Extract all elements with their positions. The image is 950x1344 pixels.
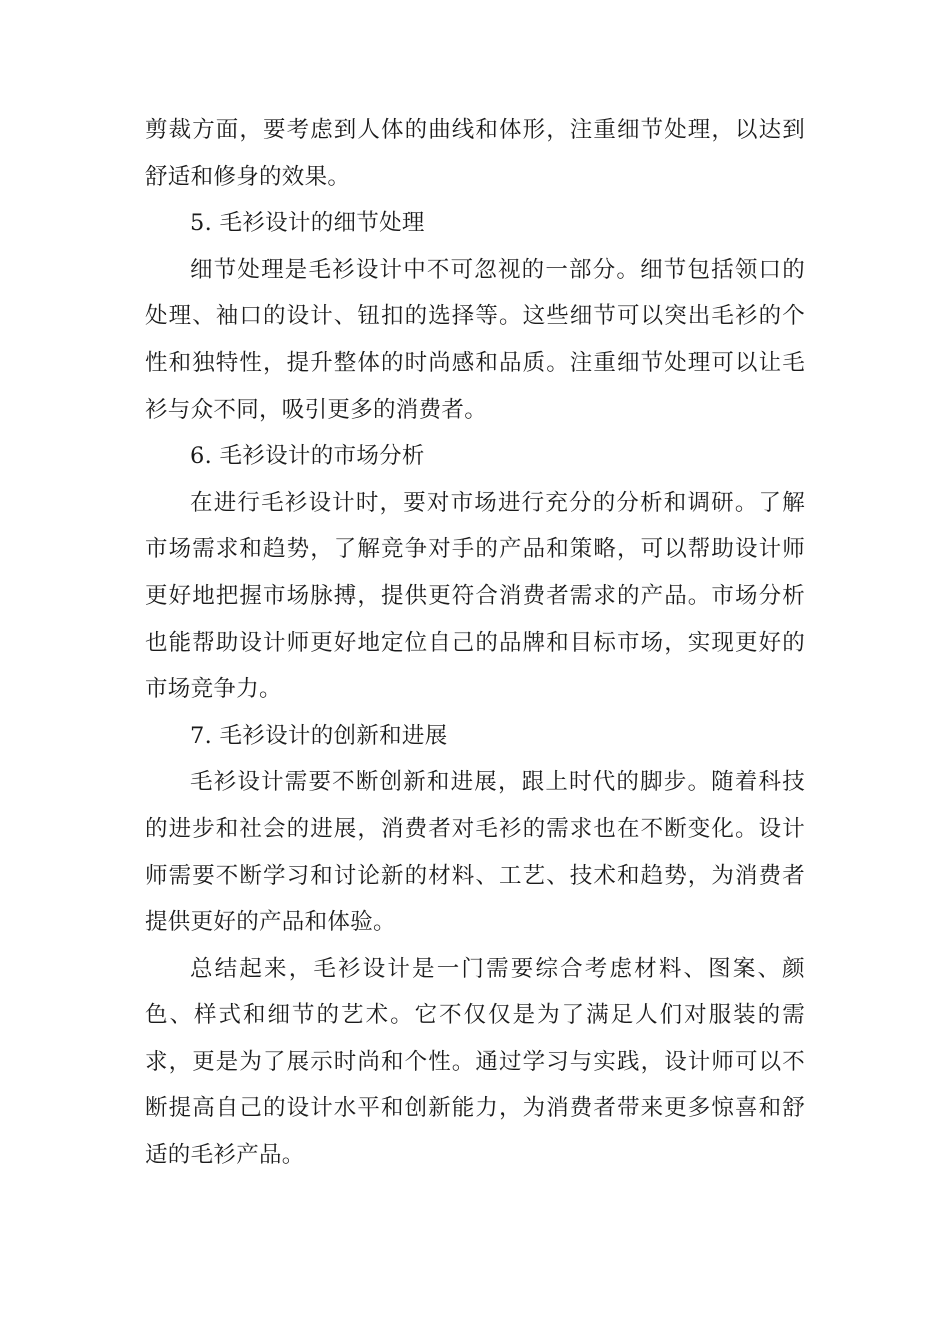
paragraph-market: 在进行毛衫设计时，要对市场进行充分的分析和调研。了解市场需求和趋势，了解竞争对手的产品和策略，可以帮助设计师更好地把握市场脉搏，提供更符合消费者需求的产品。市场分析也能帮助设计师更好地定位自己的品牌和目标市场，实现更好的市场竞争力。 [145, 489, 805, 703]
section-heading-5: 5. 毛衫设计的细节处理 [190, 210, 425, 237]
paragraph-continuation: 剪裁方面，要考虑到人体的曲线和体形，注重细节处理，以达到舒适和修身的效果。 [145, 117, 805, 190]
paragraph-details: 细节处理是毛衫设计中不可忽视的一部分。细节包括领口的处理、袖口的设计、钮扣的选择等。这些细节可以突出毛衫的个性和独特性，提升整体的时尚感和品质。注重细节处理可以让毛衫与众不同，吸引更多的消费者。 [145, 256, 805, 423]
paragraph-innovation: 毛衫设计需要不断创新和进展，跟上时代的脚步。随着科技的进步和社会的进展，消费者对毛衫的需求也在不断变化。设计师需要不断学习和讨论新的材料、工艺、技术和趋势，为消费者提供更好的产品和体验。 [145, 769, 805, 936]
document-body [145, 107, 805, 1179]
section-heading-7: 7. 毛衫设计的创新和进展 [190, 722, 448, 749]
section-heading-6: 6. 毛衫设计的市场分析 [190, 443, 425, 470]
paragraph-summary: 总结起来，毛衫设计是一门需要综合考虑材料、图案、颜色、样式和细节的艺术。它不仅仅是为了满足人们对服装的需求，更是为了展示时尚和个性。通过学习与实践，设计师可以不断提高自己的设计水平和创新能力，为消费者带来更多惊喜和舒适的毛衫产品。 [145, 955, 805, 1169]
